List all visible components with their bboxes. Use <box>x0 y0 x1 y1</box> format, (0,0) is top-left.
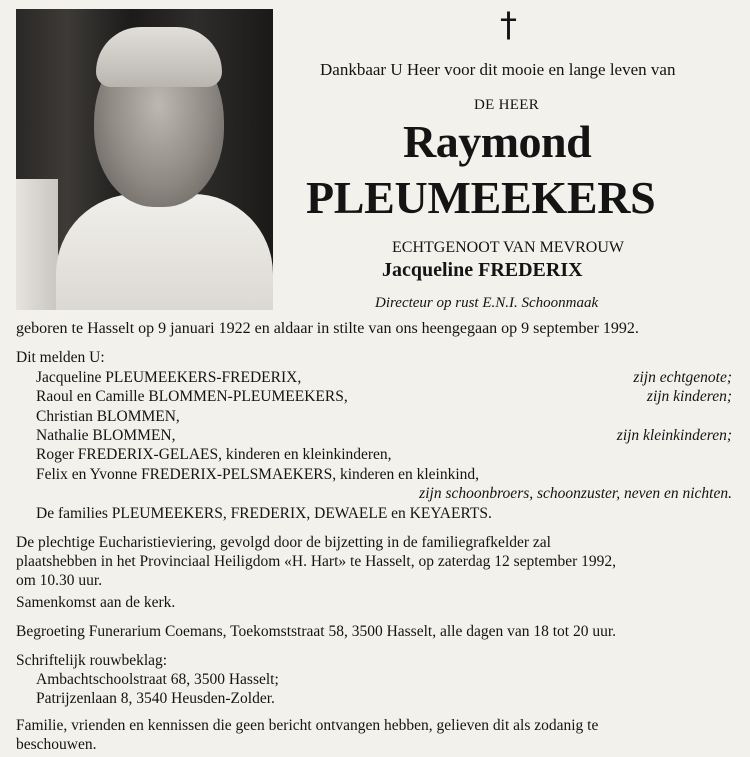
family-name: Christian BLOMMEN, <box>36 408 180 425</box>
inlaws-line: zijn schoonbroers, schoonzuster, neven en nichten. <box>419 485 732 502</box>
family-name: Raoul en Camille BLOMMEN-PLEUMEEKERS, <box>36 388 348 405</box>
intro-text: Dankbaar U Heer voor dit mooie en lange leven van <box>320 60 676 79</box>
family-name: Jacqueline PLEUMEEKERS-FREDERIX, <box>36 369 302 386</box>
last-name: PLEUMEEKERS <box>306 172 656 223</box>
occupation: Directeur op rust E.N.I. Schoonmaak <box>375 295 599 311</box>
viewing-line: Begroeting Funerarium Coemans, Toekomststraat 58, 3500 Hasselt, alle dagen van 18 tot 20 uur. <box>16 623 617 640</box>
first-name: Raymond <box>403 116 592 167</box>
closing-line: beschouwen. <box>16 736 97 753</box>
family-name: Nathalie BLOMMEN, <box>36 427 176 444</box>
spouse-name: Jacqueline FREDERIX <box>382 259 583 281</box>
family-name: Felix en Yvonne FREDERIX-PELSMAEKERS, kinderen en kleinkind, <box>36 466 480 483</box>
spouse-label: ECHTGENOOT VAN MEVROUW <box>392 239 624 256</box>
ceremony-line: plaatshebben in het Provinciaal Heiligdom «H. Hart» te Hasselt, op zaterdag 12 september 1992, <box>16 553 617 570</box>
shirt <box>56 194 273 310</box>
birth-death-line: geboren te Hasselt op 9 januari 1922 en aldaar in stilte van ons heengegaan op 9 september 1992. <box>16 320 639 337</box>
family-relation: zijn echtgenote; <box>633 369 732 386</box>
closing-line: Familie, vrienden en kennissen die geen bericht ontvangen hebben, gelieven dit als zodanig te <box>16 717 599 734</box>
ceremony-line: om 10.30 uur. <box>16 572 103 589</box>
portrait-photo <box>16 9 273 310</box>
family-relation: zijn kinderen; <box>646 388 732 405</box>
condolence-address: Patrijzenlaan 8, 3540 Heusden-Zolder. <box>36 690 275 707</box>
ceremony-line: De plechtige Eucharistieviering, gevolgd door de bijzetting in de familiegrafkelder zal <box>16 534 551 551</box>
family-name: Roger FREDERIX-GELAES, kinderen en kleinkinderen, <box>36 446 392 463</box>
background-figure <box>16 179 58 310</box>
family-relation: zijn kleinkinderen; <box>616 427 732 444</box>
gathering-line: Samenkomst aan de kerk. <box>16 594 176 611</box>
hair <box>96 27 222 87</box>
announce-intro: Dit melden U: <box>16 349 105 366</box>
families-line: De families PLEUMEEKERS, FREDERIX, DEWAELE en KEYAERTS. <box>36 505 492 522</box>
condolence-label: Schriftelijk rouwbeklag: <box>16 652 168 669</box>
title-prefix: DE HEER <box>474 97 540 113</box>
condolence-address: Ambachtschoolstraat 68, 3500 Hasselt; <box>36 671 279 688</box>
cross-icon: † <box>500 5 517 45</box>
